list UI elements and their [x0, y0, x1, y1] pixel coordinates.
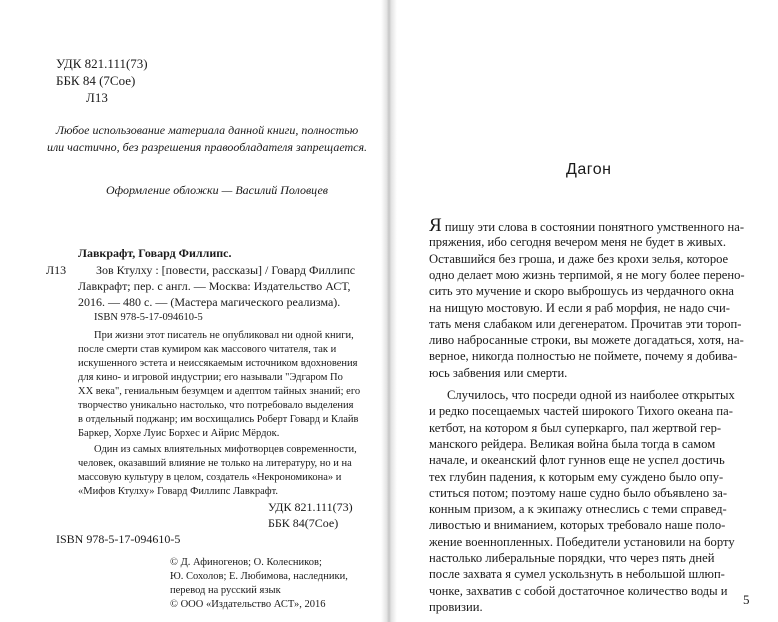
copyright-notice-line-1: Любое использование материала данной книги, полностью [55, 123, 359, 137]
page-number: 5 [743, 592, 750, 607]
isbn: ISBN 978-5-17-094610-5 [56, 532, 181, 546]
index-code: Л13 [46, 263, 67, 277]
first-line-text: пишу эти слова в состоянии понятного умственного на- [441, 220, 745, 234]
description-line-1: Зов Ктулху : [повести, рассказы] / Говард Филлипс [96, 263, 356, 277]
annotation-line: после смерти став кумиром как массового читателя, так и [78, 344, 337, 355]
annotation-line: для кино- и игровой индустрии; его называли "Эдгаром По [78, 372, 343, 383]
body-continuation [429, 550, 759, 615]
body-line: кетбот, на котором я был суперкарго, пал жертвой гер- [429, 420, 722, 435]
description-line-3: 2016. — 480 с. — (Мастера магического реализма). [78, 295, 341, 309]
copyright-line: © Д. Афиногенов; О. Колесников; [170, 557, 322, 568]
udk-classification: УДК 821.111(73) [268, 500, 353, 514]
annotation-line: искушенного эстета и неиссякаемым источником вдохновения [78, 358, 358, 369]
annotation-line: XX века", гениальным безумцем и адептом тайных знаний; его [78, 386, 361, 397]
body-line: верное, никогда полностью не поймете, почему я добива- [429, 349, 738, 364]
annotation-line: Один из самых влиятельных мифотворцев современности, [94, 444, 357, 455]
body-line: и редко посещаемых частей широкого Тихого океана па- [429, 404, 733, 419]
cover-credit: Оформление обложки — Василий Половцев [106, 183, 329, 197]
body-line: чонке, захватив с собой достаточное количество воды и [429, 583, 728, 598]
chapter-title: Дагон [566, 161, 612, 178]
body-line: настолько либеральные порядки, что через пять дней [429, 551, 715, 565]
copyright-line: © ООО «Издательство АСТ», 2016 [170, 599, 326, 610]
bbk-code: ББК 84 (7Сое) [56, 73, 136, 88]
annotation-line: «Мифов Ктулху» Говард Филлипс Лавкрафт. [78, 486, 279, 497]
body-line: на нищую мостовую. И если я раб морфия, не надо счи- [429, 300, 730, 315]
bbk-classification: ББК 84(7Сое) [268, 516, 339, 530]
body-line: сить это мучение и скоро выброшусь из чердачного окна [429, 284, 735, 299]
body-line: Случилось, что посреди одной из наиболее открытых [447, 388, 735, 402]
body-line: юсь забвения или смерти. [429, 365, 568, 380]
author-mark: Л13 [86, 90, 108, 105]
body-line: жение военнопленных. Победители установили на борту [429, 534, 735, 549]
annotation-line: в отдельный поджанр; им восхищались Роберт Говард и Клайв [78, 414, 359, 425]
body-line: пряжения, ибо сегодня вечером меня не будет в живых. [429, 235, 727, 250]
body-line: Оставшийся без гроша, и даже без крохи зелья, которое [429, 251, 729, 266]
copyright-notice-line-2: или частично, без разрешения правообладателя запрещается. [46, 140, 368, 154]
copyright-line: перевод на русский язык [170, 585, 281, 596]
annotation-line: При жизни этот писатель не опубликовал ни одной книги, [94, 330, 354, 341]
left-page [0, 0, 381, 622]
isbn-inner: ISBN 978-5-17-094610-5 [94, 312, 203, 323]
copyright-line: Ю. Сохолов; Е. Любимова, наследники, [170, 571, 348, 582]
body-line: ститься потом; поэтому наше судно было объявлено за- [429, 485, 728, 500]
body-line: провизии. [429, 599, 483, 614]
book-gutter [381, 0, 397, 622]
annotation-line: человек, оказавший влияние не только на литературу, но и на [78, 458, 352, 469]
body-line: конным призом, а к экипажу отнеслись с теми справед- [429, 502, 727, 517]
body-line: одно делает мою жизнь терпимой, я не могу более перено- [429, 267, 745, 282]
body-line: после захвата я сумел ускользнуть в небольшой шлюп- [429, 567, 725, 582]
annotation-line: Баркер, Хорхе Луис Борхес и Айрис Мёрдок. [78, 428, 280, 439]
body-line: начале, и океанский флот гуннов еще не успел достичь [429, 453, 725, 468]
annotation-line: массовую культуру в целом, создатель «Некрономикона» и [78, 472, 342, 483]
drop-cap: Я [429, 215, 442, 236]
description-line-2: Лавкрафт; пер. с англ. — Москва: Издательство АСТ, [78, 279, 351, 293]
body-line: ливо набросанные строки, вы можете догадаться, хотя, на- [429, 333, 744, 348]
body-line: тать меня слабаком или дегенератом. Прочитав эти тороп- [429, 316, 742, 331]
body-line: манского рейдера. Великая война была тогда в самом [429, 436, 716, 451]
right-page [397, 0, 778, 622]
body-line: тех глубин падения, к которым ему суждено было опу- [429, 469, 724, 484]
first-line [429, 215, 745, 236]
body-line: ливостью и вниманием, которых требовало наше поло- [429, 518, 726, 533]
annotation-line: творчество уникально настолько, что потребовало выделения [78, 400, 354, 411]
udk-code: УДК 821.111(73) [56, 56, 148, 71]
author-heading: Лавкрафт, Говард Филлипс. [78, 246, 232, 260]
